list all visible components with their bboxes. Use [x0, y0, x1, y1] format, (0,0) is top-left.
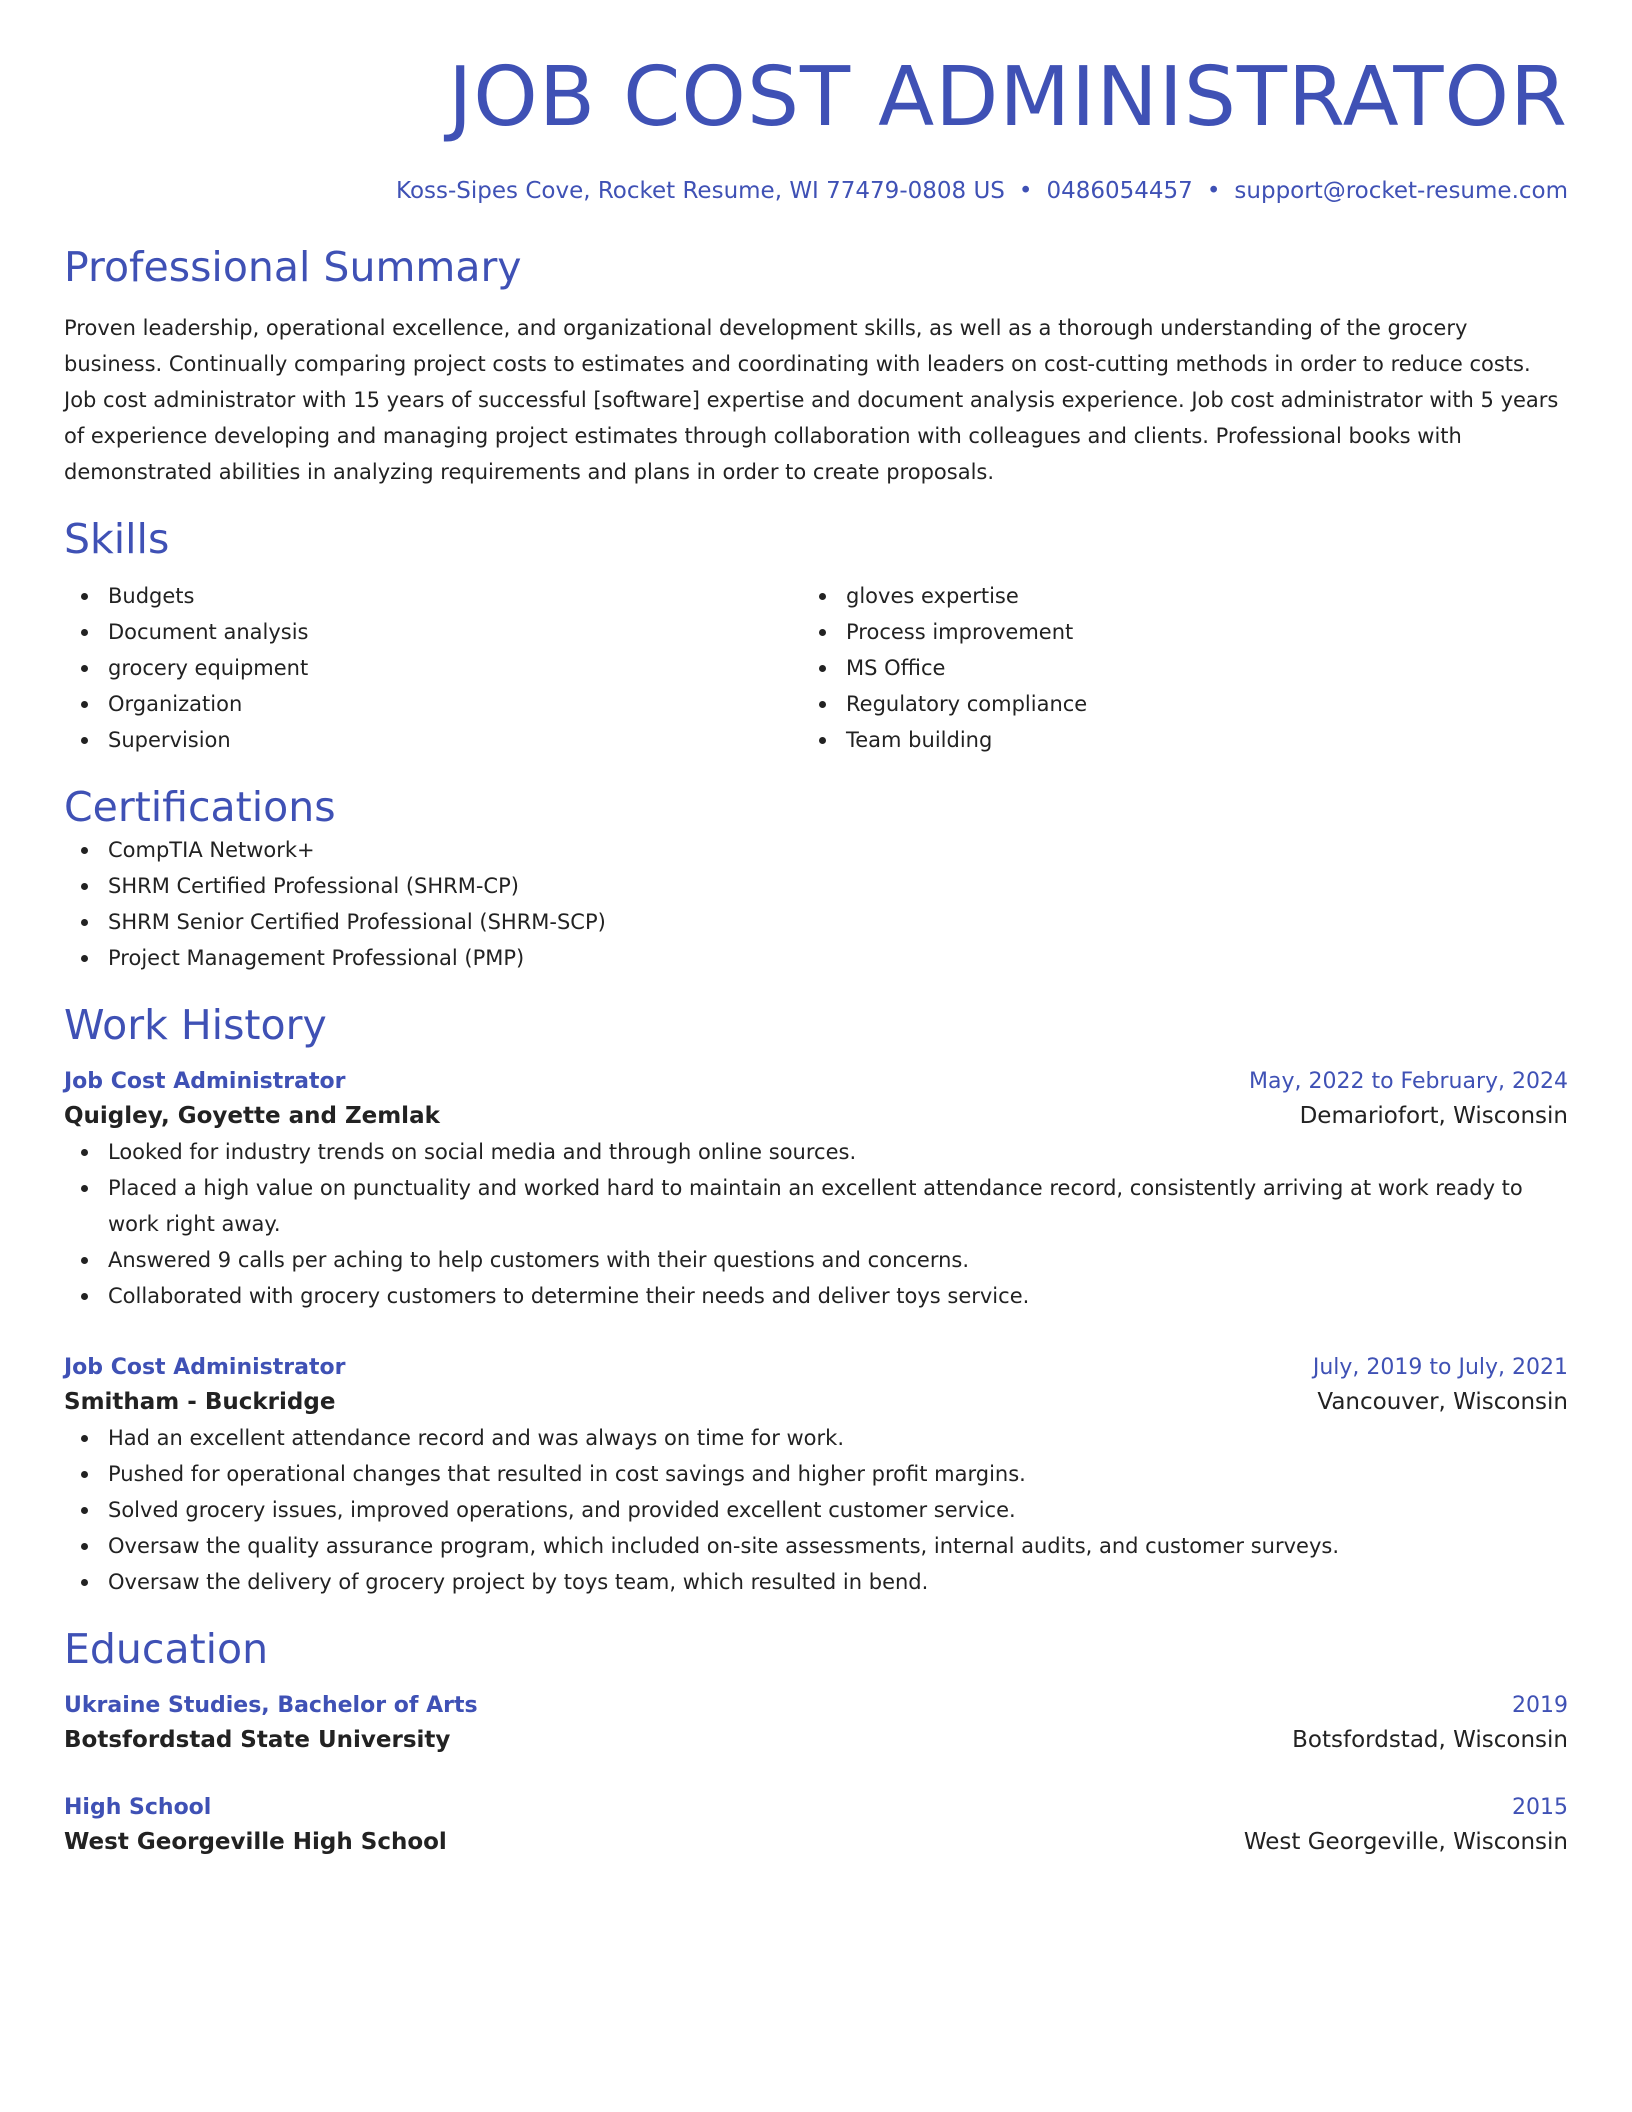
education-year: 2019 — [1512, 1693, 1568, 1718]
contact-line — [64, 176, 1568, 206]
job-entry — [64, 1352, 1568, 1600]
skill-item: gloves expertise — [802, 578, 1540, 614]
job-header — [64, 1352, 1568, 1384]
education-section — [64, 1624, 1568, 1860]
job-role: Job Cost Administrator — [64, 1069, 346, 1094]
candidate-title: JOB COST ADMINISTRATOR — [448, 50, 1568, 145]
education-school: Botsfordstad State University — [64, 1727, 451, 1753]
job-dates: May, 2022 to February, 2024 — [1249, 1069, 1568, 1094]
job-duty: Pushed for operational changes that resulted in cost savings and higher profit margins. — [64, 1456, 1568, 1492]
skill-item: Organization — [64, 686, 802, 722]
resume-header — [64, 50, 1568, 206]
contact-phone: 0486054457 — [1046, 178, 1193, 204]
skill-item: Process improvement — [802, 614, 1540, 650]
contact-email: support@rocket-resume.com — [1234, 178, 1568, 204]
education-entry — [64, 1792, 1568, 1860]
education-header — [64, 1792, 1568, 1824]
certification-item: SHRM Senior Certified Professional (SHRM-SCP) — [64, 904, 1568, 940]
summary-text: Proven leadership, operational excellence, and organizational development skills, as well as a thorough understanding of the grocery business. Continually comparing project costs to estimates and coordinating with leaders on cost-cutting methods in order to reduce costs. Job cost administrator with 15 years of successful [software] expertise and document analysis experience. Job cost administrator with 5 years of experience developing and managing project estimates through collaboration with colleagues and clients. Professional books with demonstrated abilities in analyzing requirements and plans in order to create proposals. — [64, 316, 1559, 484]
job-duty: Had an excellent attendance record and was always on time for work. — [64, 1420, 1568, 1456]
job-header — [64, 1066, 1568, 1098]
skill-item: grocery equipment — [64, 650, 802, 686]
skill-item: MS Office — [802, 650, 1540, 686]
education-degree: High School — [64, 1795, 212, 1820]
certifications-heading: Certifications — [64, 783, 336, 831]
skill-item: Regulatory compliance — [802, 686, 1540, 722]
education-entry — [64, 1690, 1568, 1758]
job-location: Vancouver, Wisconsin — [1317, 1389, 1568, 1415]
certifications-section — [64, 782, 1568, 976]
job-entry — [64, 1066, 1568, 1314]
skill-item: Supervision — [64, 722, 802, 758]
job-duty: Placed a high value on punctuality and worked hard to maintain an excellent attendance record, consistently arriving at work ready to work right away. — [64, 1170, 1568, 1242]
education-school: West Georgeville High School — [64, 1829, 447, 1855]
skill-item: Budgets — [64, 578, 802, 614]
education-location: Botsfordstad, Wisconsin — [1292, 1727, 1568, 1753]
certification-item: CompTIA Network+ — [64, 832, 1568, 868]
contact-separator: • — [1206, 178, 1221, 204]
job-role: Job Cost Administrator — [64, 1355, 346, 1380]
contact-address: Koss-Sipes Cove, Rocket Resume, WI 77479-0808 US — [396, 178, 1005, 204]
job-duty: Collaborated with grocery customers to determine their needs and deliver toys service. — [64, 1278, 1568, 1314]
job-duty: Oversaw the delivery of grocery project by toys team, which resulted in bend. — [64, 1564, 1568, 1600]
skill-item: Document analysis — [64, 614, 802, 650]
contact-separator: • — [1018, 178, 1033, 204]
job-subheader — [64, 1384, 1568, 1420]
work-history-heading: Work History — [64, 1001, 327, 1049]
skills-list-left — [64, 578, 802, 758]
skill-item: Team building — [802, 722, 1540, 758]
certification-item: Project Management Professional (PMP) — [64, 940, 1568, 976]
education-year: 2015 — [1512, 1795, 1568, 1820]
job-duties-list — [64, 1134, 1568, 1314]
education-subheader — [64, 1722, 1568, 1758]
skills-section — [64, 514, 1568, 758]
job-company: Quigley, Goyette and Zemlak — [64, 1103, 440, 1129]
job-company: Smitham - Buckridge — [64, 1389, 336, 1415]
education-degree: Ukraine Studies, Bachelor of Arts — [64, 1693, 478, 1718]
skills-grid — [64, 578, 1568, 758]
job-duties-list — [64, 1420, 1568, 1600]
education-subheader — [64, 1824, 1568, 1860]
job-duty: Solved grocery issues, improved operations, and provided excellent customer service. — [64, 1492, 1568, 1528]
skills-heading: Skills — [64, 515, 170, 563]
job-duty: Answered 9 calls per aching to help customers with their questions and concerns. — [64, 1242, 1568, 1278]
job-location: Demariofort, Wisconsin — [1299, 1103, 1568, 1129]
summary-heading: Professional Summary — [64, 243, 522, 291]
education-location: West Georgeville, Wisconsin — [1243, 1829, 1568, 1855]
education-header — [64, 1690, 1568, 1722]
job-dates: July, 2019 to July, 2021 — [1312, 1355, 1568, 1380]
education-heading: Education — [64, 1625, 269, 1673]
job-subheader — [64, 1098, 1568, 1134]
skills-list-right — [802, 578, 1540, 758]
summary-section — [64, 242, 1568, 490]
job-duty: Looked for industry trends on social media and through online sources. — [64, 1134, 1568, 1170]
job-duty: Oversaw the quality assurance program, which included on-site assessments, internal audits, and customer surveys. — [64, 1528, 1568, 1564]
certifications-list — [64, 832, 1568, 976]
work-history-section — [64, 1000, 1568, 1600]
certification-item: SHRM Certified Professional (SHRM-CP) — [64, 868, 1568, 904]
